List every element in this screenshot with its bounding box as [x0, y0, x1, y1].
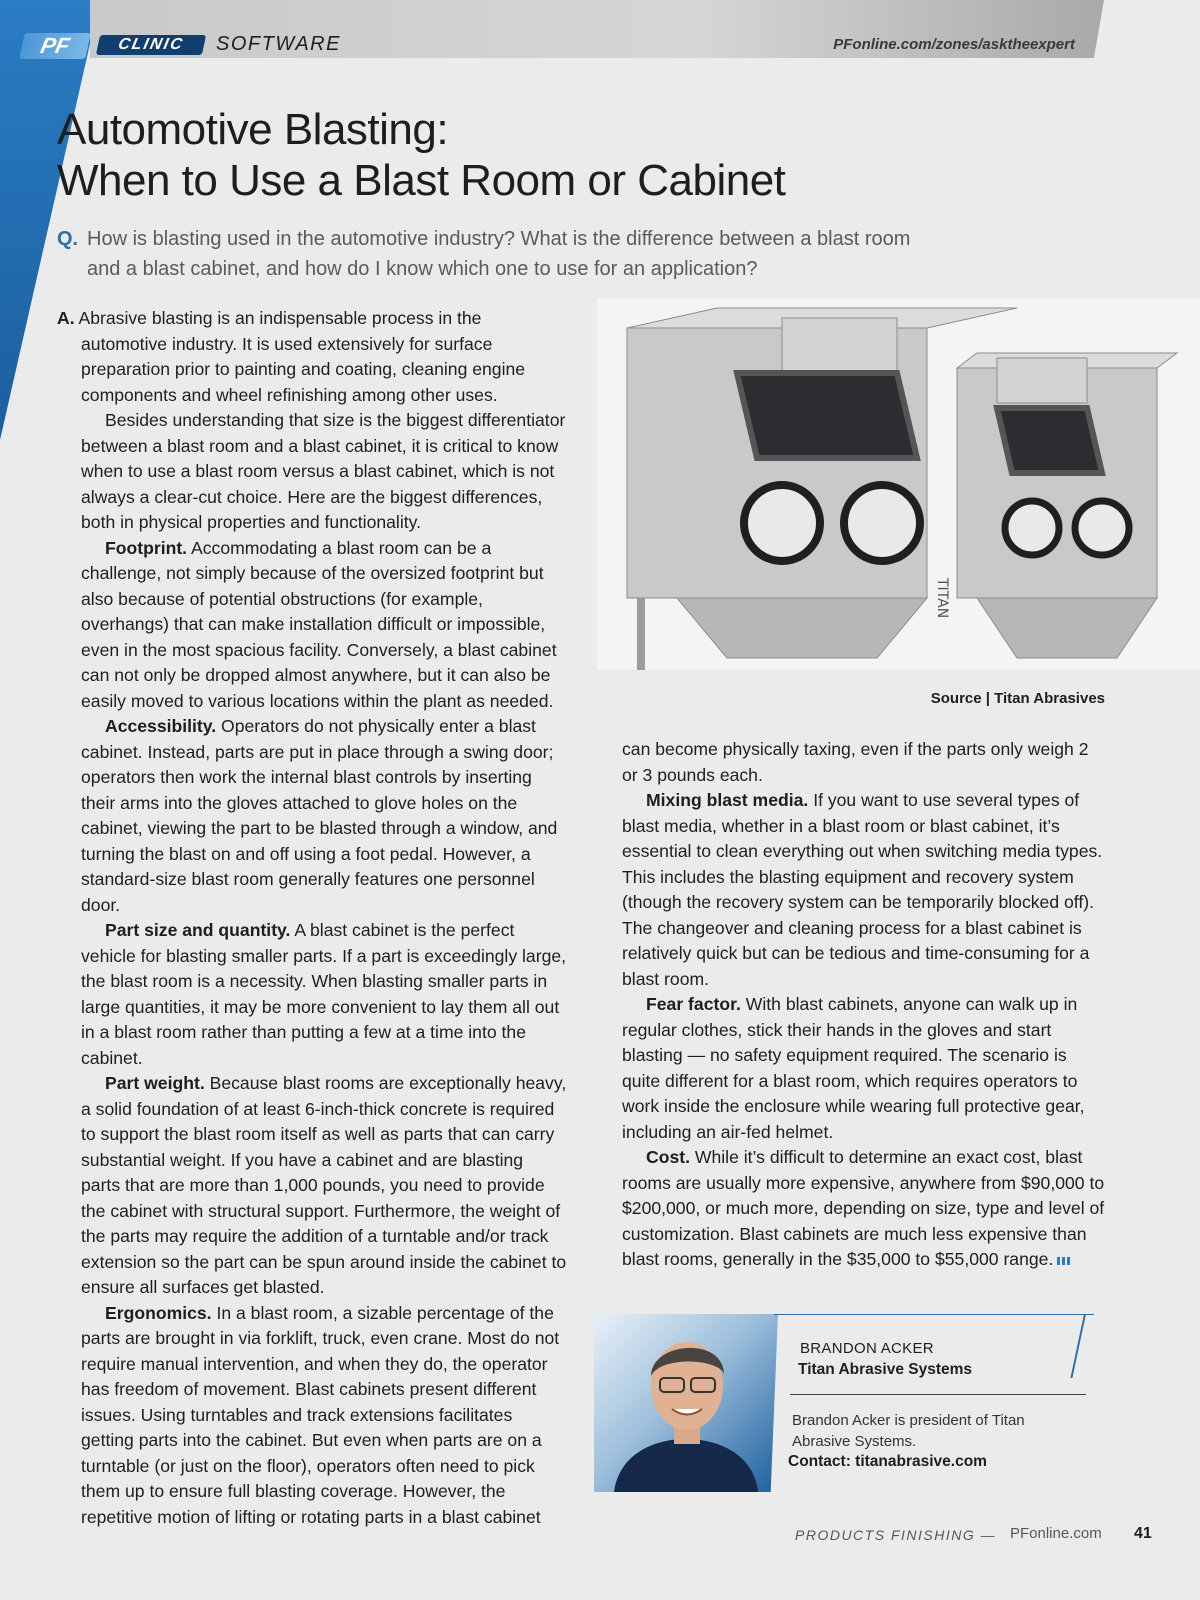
ergonomics-paragraph [57, 1301, 567, 1531]
right-glove-port-1 [1005, 501, 1059, 555]
accessibility-heading: Accessibility. [105, 716, 217, 736]
blast-cabinet-illustration [597, 298, 1200, 670]
title-line-1: Automotive Blasting: [57, 105, 449, 154]
footprint-heading: Footprint. [105, 537, 188, 558]
ergonomics-continued: can become physically taxing, even if the parts only weigh 2 or 3 pounds each. [622, 739, 1089, 785]
photo-caption: Source | Titan Abrasives [930, 690, 1105, 707]
right-hopper [977, 598, 1157, 658]
mixing-media-text: If you want to use several types of blast media, whether in a blast room or blast cabinet, it’s essential to clean everything out when switching media types. This includes the blasting equipment and recovery system (though the recovery system can be temporarily blocked off). The changeover and cleaning process for a blast cabinet is relatively quick but can be tedious and time-consuming for a blast room. [622, 790, 1103, 989]
part-size-paragraph [57, 918, 567, 1071]
footprint-paragraph [57, 536, 567, 715]
question-block [57, 224, 917, 284]
clinic-badge: CLINIC [96, 35, 206, 55]
pf-logo: PF [19, 33, 91, 59]
author-bio: Brandon Acker is president of Titan Abrasive Systems. [792, 1412, 1025, 1450]
ergonomics-text: In a blast room, a sizable percentage of the parts are brought in via forklift, truck, even crane. Most do not require manual intervention, and when they do, the operator has freedom of movement. Blast cabinets present different issues. Using turntables and track extensions facilitates getting parts into the cabinet. But even when parts are on a turntable (or just on the floor), operators often need to pick them up to ensure full blasting coverage. However, the repetitive motion of lifting or rotating parts in a blast cabinet [81, 1302, 560, 1527]
part-weight-text: Because blast rooms are exceptionally heavy, a solid foundation of at least 6-inch-thick concrete is required to support the blast room itself as well as parts that can carry substantial weight. If you have a cabinet and are blasting parts that are more than 1,000 pounds, you need to provide the cabinet with structural support. Furthermore, the weight of the parts may require the addition of a turntable and/or track extension so the part can be spun around inside the cabinet to ensure all surfaces get blasted. [81, 1073, 567, 1297]
cost-paragraph [598, 1145, 1108, 1273]
cost-heading: Cost. [646, 1147, 690, 1167]
part-weight-heading: Part weight. [105, 1073, 205, 1093]
ergonomics-heading: Ergonomics. [105, 1302, 212, 1323]
cost-text: While it’s difficult to determine an exact cost, blast rooms are usually more expensive, anywhere from $90,000 to $200,000, or much more, depending on size, type and level of customization. Blast cabinets are much less expensive than blast rooms, generally in the $35,000 to $55,000 range. [622, 1147, 1105, 1269]
left-glove-port-1 [744, 485, 820, 561]
author-contact-link[interactable]: Contact: titanabrasive.com [788, 1453, 987, 1470]
left-hopper [677, 598, 927, 658]
right-control-box [997, 358, 1087, 403]
answer-paragraph-2: Besides understanding that size is the biggest differentiator between a blast room and a blast cabinet, it is critical to know when to use a blast room versus a blast cabinet, which is not always a clear-cut choice. Here are the biggest differences, both in physical properties and functionality. [81, 410, 566, 532]
part-size-heading: Part size and quantity. [105, 920, 291, 940]
author-box [594, 1314, 1102, 1494]
fear-factor-paragraph [598, 992, 1108, 1145]
footer-publication: PRODUCTS FINISHING — [795, 1527, 997, 1543]
author-avatar [594, 1314, 778, 1492]
end-of-article-icon [1057, 1257, 1071, 1265]
title-line-2: When to Use a Blast Room or Cabinet [57, 156, 786, 205]
section-label: SOFTWARE [216, 33, 341, 55]
answer-intro [57, 306, 567, 408]
question-marker: Q. [57, 228, 79, 250]
footprint-text: Accommodating a blast room can be a challenge, not simply because of the oversized footprint but also because of potential obstructions (for example, overhangs) that can make installation difficult or impossible, even in the most spacious facility. Conversely, a blast cabinet can not only be dropped almost anywhere, but it can also be easily moved to various locations within the plant as needed. [81, 537, 557, 711]
author-shirt [614, 1439, 758, 1492]
accessibility-text: Operators do not physically enter a blast cabinet. Instead, parts are put in place through a swing door; operators then work the internal blast controls by inserting their arms into the gloves attached to glove holes on the cabinet, viewing the part to be blasted through a window, and turning the blast on and off using a foot pedal. However, a standard-size blast room generally features one personnel door. [81, 716, 558, 915]
author-portrait-icon [594, 1314, 778, 1492]
author-divider [790, 1394, 1086, 1395]
answer-intro-text: Abrasive blasting is an indispensable process in the automotive industry. It is used extensively for surface preparation prior to painting and coating, cleaning engine components and wheel refinishing among other uses. [78, 308, 526, 405]
blast-cabinet-photo [597, 298, 1200, 670]
accessibility-paragraph [57, 714, 567, 918]
author-name: BRANDON ACKER [800, 1340, 934, 1357]
fear-factor-heading: Fear factor. [646, 994, 741, 1014]
article-column-right [598, 737, 1108, 1273]
fear-factor-text: With blast cabinets, anyone can walk up in regular clothes, stick their hands in the gloves and start blasting — no safety equipment required. The scenario is quite different for a blast room, which requires operators to work inside the enclosure while wearing full protective gear, including an air-fed helmet. [622, 994, 1085, 1142]
mixing-media-heading: Mixing blast media. [646, 790, 809, 810]
right-glove-port-2 [1075, 501, 1129, 555]
page-title [57, 104, 957, 206]
right-window [997, 408, 1102, 473]
titan-brand-mark: TITAN [934, 578, 950, 619]
author-company: Titan Abrasive Systems [798, 1361, 973, 1378]
footer-site-link[interactable]: PFonline.com [1010, 1525, 1102, 1542]
part-weight-paragraph [57, 1071, 567, 1301]
mixing-media-paragraph [598, 788, 1108, 992]
left-window [737, 373, 917, 458]
left-control-box [782, 318, 897, 373]
page-number: 41 [1134, 1525, 1152, 1542]
header-url-link[interactable]: PFonline.com/zones/asktheexpert [833, 36, 1075, 53]
answer-marker: A. [57, 308, 75, 328]
left-glove-port-2 [844, 485, 920, 561]
question-text: How is blasting used in the automotive industry? What is the difference between a blast room and a blast cabinet, and how do I know which one to use for an application? [87, 228, 911, 280]
article-column-left [57, 306, 567, 1530]
part-size-text: A blast cabinet is the perfect vehicle for blasting smaller parts. If a part is exceedingly large, the blast room is a necessity. When blasting smaller parts in large quantities, it may be more convenient to lay them all out in a blast room rather than putting a few at a time into the cabinet. [81, 920, 567, 1068]
left-leg [637, 598, 645, 670]
